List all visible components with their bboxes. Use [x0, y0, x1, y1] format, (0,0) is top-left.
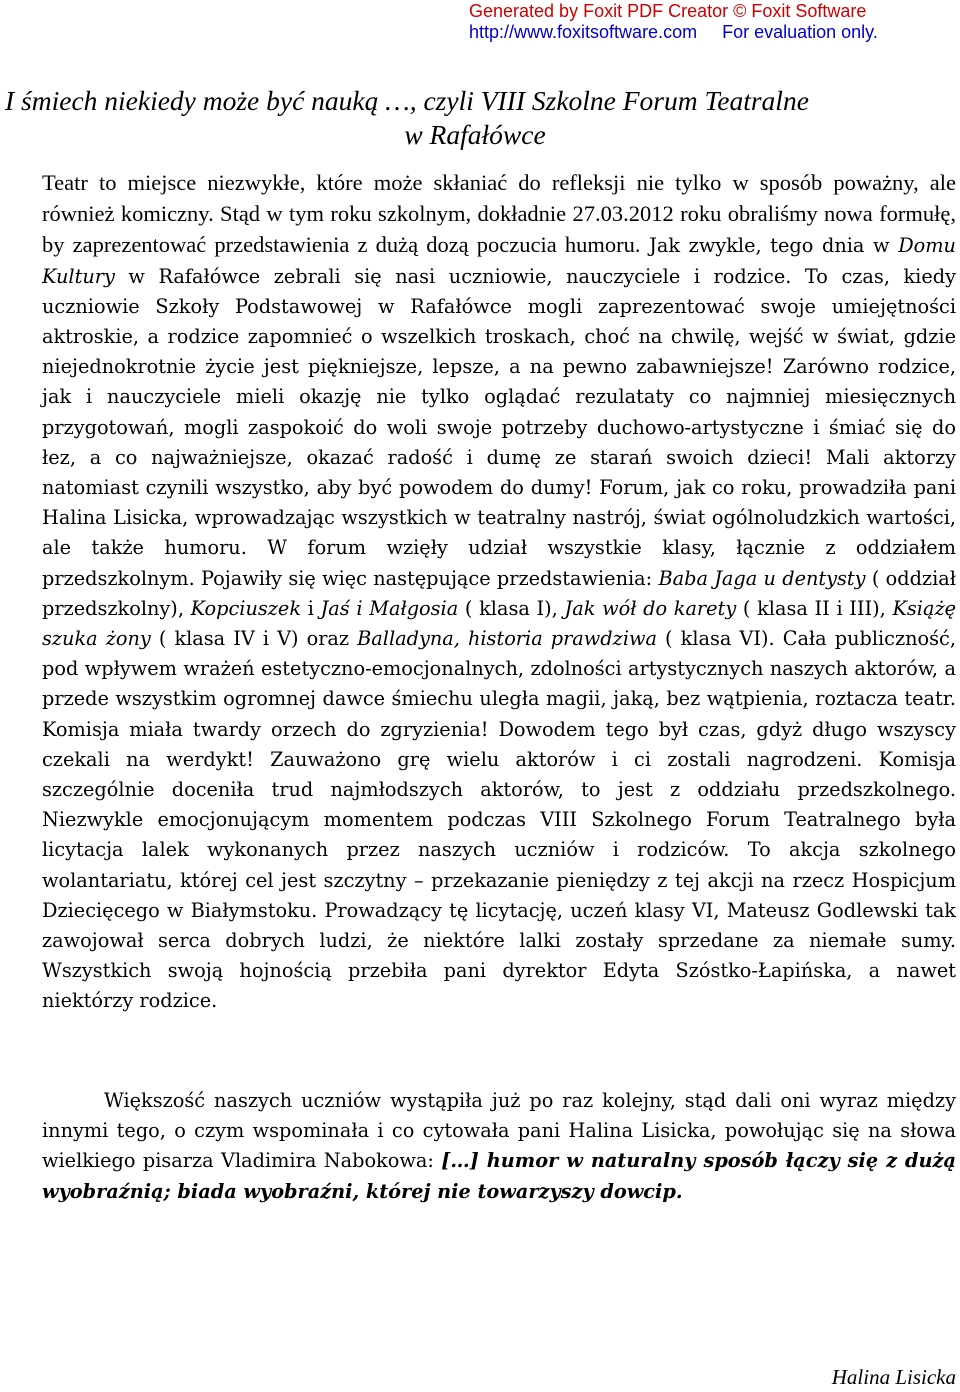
- article-title: [0, 84, 960, 152]
- place-name-dom-kultury: Domu Kultury: [42, 234, 956, 288]
- text-span: ( klasa II i III),: [736, 596, 893, 620]
- watermark-line1: Generated by Foxit PDF Creator © Foxit Software: [469, 1, 867, 21]
- play-title: Baba Jaga u dentysty: [658, 566, 866, 590]
- text-span: i: [301, 596, 321, 620]
- text-span: ( klasa VI). Cała publiczność, pod wpływem wrażeń estetyczno-emocjonalnych, zdolności artystycznych naszych aktorów, a przede wszystkim ogromnej dawce śmiechu uległa magii, jaką, bez wątpienia, roztacza teatr. Komisja miała twardy orzech do zgryzienia! Dowodem tego był czas, gdyż długo wszyscy czekali na werdykt! Zauważono grę wielu aktorów i ci zostali nagrodzeni. Komisja szczególnie doceniła trud najmłodszych aktorów, to jest z oddziału przedszkolnego. Niezwykle emocjonującym momentem podczas VIII Szkolnego Forum Teatralnego była licytacja lalek wykonanych przez naszych uczniów i rodziców. To akcja szkolnego wolantariatu, której cel jest szczytny – przekazanie pieniędzy z tej akcji na rzecz Hospicjum Dziecięcego w Białymstoku. Prowadzący tę licytację, uczeń klasy VI, Mateusz Godlewski tak zawojował serca dobrych ludzi, że niektóre lalki zostały sprzedane za niemałe sumy. Wszystkich swoją hojnością przebiła pani dyrektor Edyta Szóstko-Łapińska, a nawet niektórzy rodzice.: [42, 627, 956, 1013]
- title-line-2: w Rafałówce: [404, 119, 546, 150]
- nabokov-quote: […] humor w naturalny sposób łączy się z dużą wyobraźnią; biada wyobraźni, której nie towarzyszy dowcip.: [42, 1149, 956, 1203]
- text-span: ( klasa IV i V) oraz: [150, 627, 358, 651]
- article-paragraph-1: [42, 168, 956, 1017]
- text-span: ( klasa I),: [458, 596, 565, 620]
- watermark-line2: [469, 22, 929, 43]
- text-span: Większość naszych uczniów wystąpiła już po raz kolejny, stąd dali oni wyraz między innymi tego, o czym wspominała i co cytowała pani Halina Lisicka, powołując się na słowa wielkiego pisarza Vladimira Nabokowa:: [42, 1089, 956, 1173]
- pdf-creator-watermark: [469, 1, 929, 43]
- text-span: ( oddział przedszkolny),: [42, 566, 956, 620]
- title-line-1: I śmiech niekiedy może być nauką …, czyli VIII Szkolne Forum Teatralne: [5, 85, 809, 116]
- play-title: Jak wół do karety: [564, 596, 737, 620]
- paragraph-1-lead: Teatr to miejsce niezwykłe, które może skłaniać do refleksji nie tylko w sposób poważny, ale również komiczny. Stąd w tym roku szkolnym, dokładnie 27.03.2012 roku obraliśmy nowa formułę, by zaprezentować przedstawienia z dużą dozą poczucia humoru.: [42, 170, 956, 258]
- play-title: Książę szuka żony: [42, 596, 957, 651]
- watermark-url: http://www.foxitsoftware.com: [469, 22, 698, 42]
- article-paragraph-2: [42, 1086, 956, 1207]
- play-title: Balladyna, historia prawdziwa: [357, 627, 657, 651]
- author-signature: Halina Lisicka: [831, 1365, 956, 1389]
- watermark-eval-note: For evaluation only.: [722, 22, 878, 42]
- play-title: Jaś i Małgosia: [320, 596, 459, 620]
- text-span: Jak zwykle, tego dnia w: [640, 234, 899, 258]
- text-span: w Rafałówce zebrali się nasi uczniowie, nauczyciele i rodzice. To czas, kiedy uczniowie Szkoły Podstawowej w Rafałówce mogli zaprezentować swoje umiejętności aktroskie, a rodzice zapomnieć o wszelkich troskach, choć na chwilę, wejść w świat, gdzie niejednokrotnie życie jest piękniejsze, lepsze, a na pewno zabawniejsze! Zarówno rodzice, jak i nauczyciele mieli okazję nie tylko oglądać rezulataty co najmniej miesięcznych przygotowań, mogli zaspokoić do woli swoje potrzeby duchowo-artystyczne i śmiać się do łez, a co najważniejsze, okazać radość i dumę ze starań swoich dzieci! Mali aktorzy natomiast czynili wszystko, aby być powodem do dumy! Forum, jak co roku, prowadziła pani Halina Lisicka, wprowadzając wszystkich w teatralny nastrój, świat ogólnoludzkich wartości, ale także humoru. W forum wzięły udział wszystkie klasy, łącznie z oddziałem przedszkolnym. Pojawiły się więc następujące przedstawienia:: [42, 264, 956, 590]
- play-title: Kopciuszek: [190, 596, 302, 620]
